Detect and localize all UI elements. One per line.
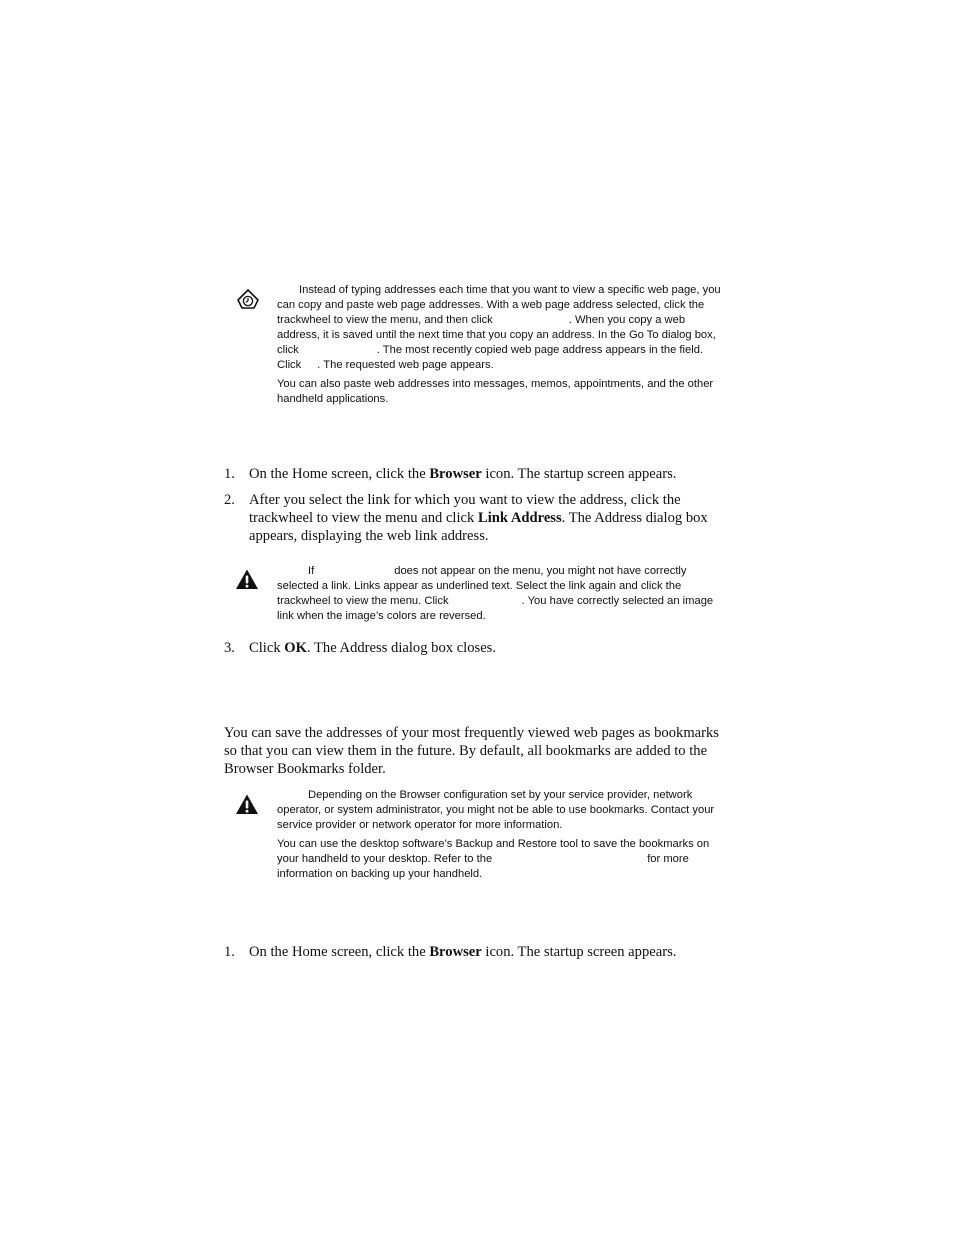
warning-icon [235,793,259,815]
warning-icon [235,568,259,590]
step-open-browser-bookmarks: 1. On the Home screen, click the Browser icon. The startup screen appears. [224,944,677,960]
step-link-address: 2. After you select the link for which you want to view the address, click the trackwheel to view the menu and click Link Address. The Address dialog box appears, displaying the web link address. [224,492,708,544]
step-open-browser: 1. On the Home screen, click the Browser icon. The startup screen appears. [224,466,677,482]
warning-link-note: If does not appear on the menu, you might not have correctly selected a link. Links appear as underlined text. Select the link again and click the trackwheel to view the menu. Click . You have correctly selected an image link when the image’s colors are reversed. [277,565,714,622]
tip-clock-icon [236,288,260,310]
step-click-ok: 3. Click OK. The Address dialog box closes. [224,640,497,656]
tip-copy-paste-note: Instead of typing addresses each time that you want to view a specific web page, you can copy and paste web page addresses. With a web page address selected, click the trackwheel to view the menu, and then click . When you copy a web address, it is saved until the next time that you copy an address. In the Go To dialog box, click . The most recently copied web page address appears in the field. Click . The requested web page appears. You can also paste web addresses into messages, memos, appointments, and the other handheld applications. [277,284,721,405]
bookmarks-intro-paragraph: You can save the addresses of your most frequently viewed web pages as bookmarks so that you can view them in the future. By default, all bookmarks are added to the Browser Bookmarks folder. [224,725,719,777]
warning-bookmarks-note: Depending on the Browser configuration set by your service provider, network operator, or system administrator, you might not be able to use bookmarks. Contact your service provider or network operator for more information. You can use the desktop software’s Backup and Restore tool to save the bookmarks on your handheld to your desktop. Refer to the for more information on backing up your handheld. [277,789,715,880]
